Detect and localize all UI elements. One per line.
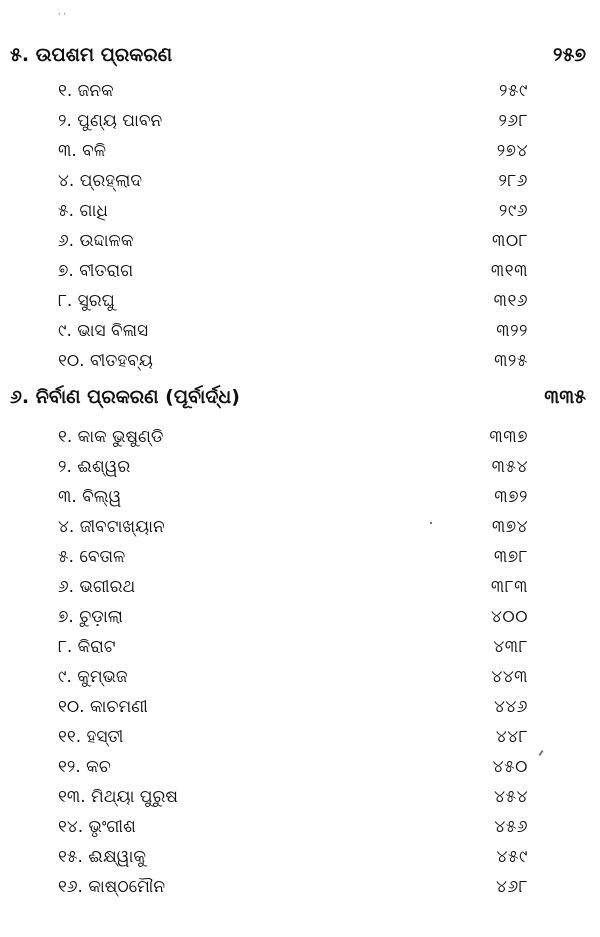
toc-entry: [58, 258, 528, 288]
entry-label: ୧୪. ଭୃଂଗୀଶ: [58, 817, 136, 837]
entry-page-number: ୨୫୯: [498, 81, 528, 101]
entry-label: ୫. ଗାଧି: [58, 201, 108, 221]
entry-label: ୨. ଈଶ୍ୱର: [58, 457, 131, 477]
entry-page-number: ୨୭୪: [496, 141, 528, 161]
toc-entry: [58, 844, 528, 874]
toc-entry: [58, 288, 528, 318]
entry-page-number: ୩୭୨: [494, 487, 528, 507]
entry-page-number: ୪୩୮: [493, 637, 528, 657]
toc-entry: [58, 78, 528, 108]
toc-entry: [58, 318, 528, 348]
entry-page-number: ୩୧୬: [493, 291, 528, 311]
entry-page-number: ୨୯୬: [498, 201, 528, 221]
section-heading: [10, 40, 586, 74]
stray-mark: ' ': [58, 12, 66, 22]
entry-page-number: ୪୦୦: [490, 607, 528, 627]
entry-page-number: ୩୮୩: [490, 577, 528, 597]
entry-label: ୧୦. କାଚମଣୀ: [58, 697, 148, 717]
entry-label: ୮. କିରାଟ: [58, 637, 116, 657]
entry-page-number: ୩୭୪: [491, 517, 528, 537]
toc-entry: [58, 198, 528, 228]
entry-page-number: ୩୧୩: [490, 261, 528, 281]
entry-label: ୧୩. ମିଥ୍ୟା ପୁରୁଷ: [58, 787, 178, 807]
entry-label: ୪. ଜୀବଟାଖ୍ୟାନ: [58, 517, 165, 537]
toc-entry: [58, 664, 528, 694]
toc-entry: [58, 424, 528, 454]
entry-label: ୧୦. ବୀତହବ୍ୟ: [58, 351, 153, 371]
entry-label: ୧୨. କଚ: [58, 757, 111, 777]
speck-mark: [538, 750, 543, 756]
entry-page-number: ୪୫୪: [494, 787, 528, 807]
toc-entry: [58, 168, 528, 198]
toc-entry: [58, 724, 528, 754]
entry-page-number: ୩୫୪: [491, 457, 528, 477]
entry-page-number: ୩୨୫: [494, 351, 528, 371]
toc-entry: [58, 544, 528, 574]
entry-label: ୭. ଚୁଡ଼ାଲା: [58, 607, 123, 627]
entry-label: ୧୧. ହସ୍ତୀ: [58, 727, 124, 747]
section-page-number: ୩୩୫: [544, 386, 586, 408]
section-title: ୫. ଉପଶମ ପ୍ରକରଣ: [10, 44, 173, 66]
entry-label: ୮. ସୁରଘୁ: [58, 291, 115, 311]
toc-entry: [58, 574, 528, 604]
entry-page-number: ୩୭୮: [493, 547, 528, 567]
entry-page-number: ୨୬୮: [498, 111, 528, 131]
entry-label: ୭. ବୀତରାଗ: [58, 261, 134, 281]
entry-label: ୧୬. କାଷ୍ଠମୌନ: [58, 877, 166, 897]
section-page-number: ୨୫୭: [553, 44, 586, 66]
entry-page-number: ୨୮୬: [498, 171, 528, 191]
toc-entry: [58, 694, 528, 724]
section-title: ୬. ନିର୍ବାଣ ପ୍ରକରଣ (ପୂର୍ବାର୍ଦ୍ଧ): [10, 386, 240, 408]
toc-entry: [58, 814, 528, 844]
section-heading: [10, 382, 586, 416]
entry-label: ୬. ଉଦ୍ଦାଳକ: [58, 231, 134, 251]
toc-entry: [58, 108, 528, 138]
entry-page-number: ୪୬୮: [496, 877, 528, 897]
entry-page-number: ୪୫୦: [492, 757, 528, 777]
toc-entry: [58, 514, 528, 544]
toc-entry: [58, 348, 528, 378]
entry-page-number: ୪୫୯: [496, 847, 528, 867]
toc-entry: [58, 754, 528, 784]
entry-page-number: ୪୪୬: [494, 697, 528, 717]
entry-page-number: ୩୦୮: [491, 231, 528, 251]
entry-label: ୩. ବଳି: [58, 141, 107, 161]
entry-page-number: ୪୪୩: [491, 667, 528, 687]
entry-label: ୬. ଭଗୀରଥ: [58, 577, 136, 597]
toc-entry: [58, 604, 528, 634]
toc-entry: [58, 454, 528, 484]
toc-entry: [58, 874, 528, 904]
entry-label: ୨. ପୁଣ୍ୟ ପାବନ: [58, 111, 163, 131]
entry-page-number: ୩୨୨: [496, 321, 528, 341]
toc-entry: [58, 228, 528, 258]
entry-label: ୧. ଜନକ: [58, 81, 114, 101]
entry-label: ୧୫. ଈକ୍ଷ୍ୱାକୁ: [58, 847, 146, 867]
entry-page-number: ୪୪୮: [495, 727, 528, 747]
toc-entry: [58, 484, 528, 514]
entry-label: ୫. ବେତାଳ: [58, 547, 126, 567]
entry-page-number: ୪୫୬: [494, 817, 528, 837]
entry-label: ୯. କୁମ୍ଭଜ: [58, 667, 128, 687]
entry-page-number: ୩୩୭: [489, 427, 528, 447]
toc-entry: [58, 138, 528, 168]
entry-label: ୧. କାକ ଭୁଷୁଣ୍ଡି: [58, 427, 164, 447]
entry-label: ୯. ଭାସ ବିଳାସ: [58, 321, 149, 341]
toc-entry: [58, 634, 528, 664]
entry-label: ୩. ବିଲ୍ୱ: [58, 487, 122, 507]
toc-entry: [58, 784, 528, 814]
entry-label: ୪. ପ୍ରହ୍ଲାଦ: [58, 171, 143, 191]
